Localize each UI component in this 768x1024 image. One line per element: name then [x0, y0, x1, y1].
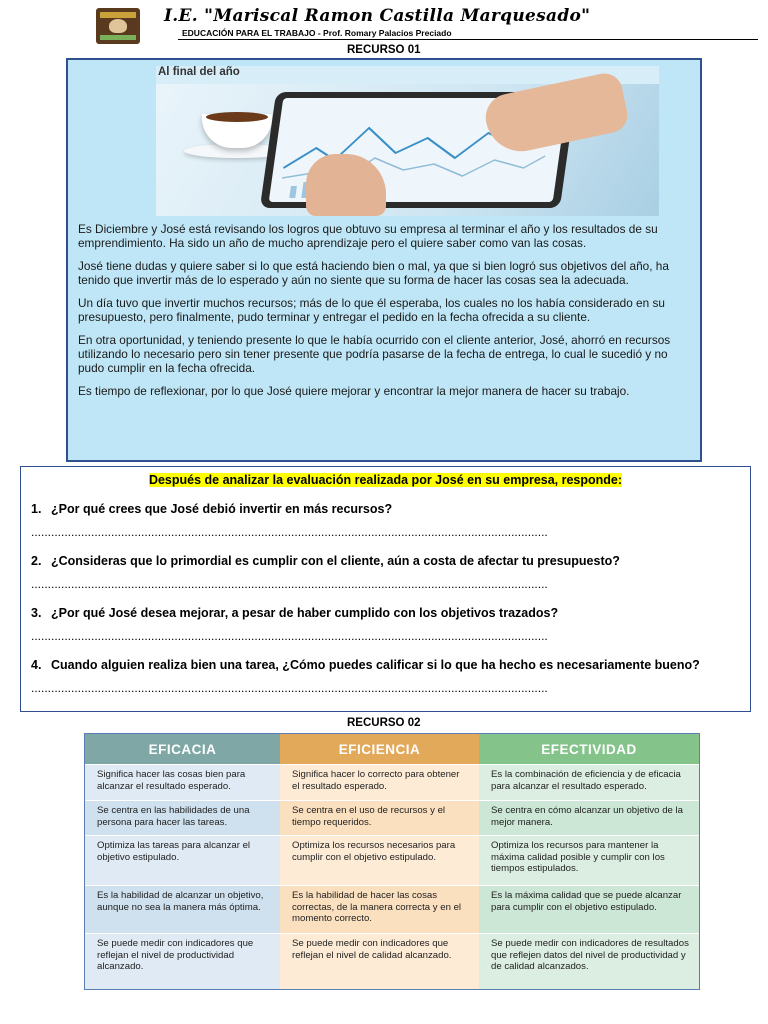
column-header-efectividad: EFECTIVIDAD	[479, 734, 699, 764]
table-cell: Es la máxima calidad que se puede alcanzar para cumplir con el objetivo estipulado.	[479, 885, 699, 933]
story-paragraph: Es Diciembre y José está revisando los logros que obtuvo su empresa al terminar el año y los resultados de su emprendimiento. Ha sido un año de mucho aprendizaje pero el quiere saber como van las cosas.	[78, 222, 658, 250]
questions-box	[20, 466, 751, 712]
table-cell: Es la combinación de eficiencia y de eficacia para alcanzar el resultado esperado.	[479, 764, 699, 800]
answer-line[interactable]: ...........................................................................................................................................................	[31, 577, 548, 591]
table-cell: Significa hacer lo correcto para obtener el resultado esperado.	[280, 764, 479, 800]
resource1-header-image	[156, 66, 659, 216]
question-item: 1. ¿Por qué crees que José debió invertir en más recursos?	[31, 502, 393, 516]
concepts-table	[84, 733, 700, 990]
story-paragraph: José tiene dudas y quiere saber si lo que está haciendo bien o mal, ya que si bien logró sus objetivos del año, ha tenido que invertir más de lo esperado y aún no siente que su forma de hacer las cosas sea la adecuada.	[78, 259, 669, 287]
story-paragraph: En otra oportunidad, y teniendo presente lo que le había ocurrido con el cliente anterior, José, ahorró en recursos utilizando lo necesario pero sin tener presente que podría pasarse de la fecha de entrega, lo cual le sucedió y no pudo cumplir en la fecha ofrecida.	[78, 333, 671, 375]
answer-line[interactable]: ...........................................................................................................................................................	[31, 629, 548, 643]
tablet-photo	[156, 84, 659, 216]
column-header-eficacia: EFICACIA	[85, 734, 280, 764]
table-cell: Se centra en el uso de recursos y el tiempo requeridos.	[280, 800, 479, 835]
answer-line[interactable]: ...........................................................................................................................................................	[31, 681, 548, 695]
question-item: 4. Cuando alguien realiza bien una tarea, ¿Cómo puedes calificar si lo que ha hecho es necesariamente bueno?	[31, 658, 700, 672]
table-cell: Es la habilidad de hacer las cosas correctas, de la manera correcta y en el momento correcto.	[280, 885, 479, 933]
table-cell: Se puede medir con indicadores que reflejan el nivel de calidad alcanzado.	[280, 933, 479, 989]
questions-heading: Después de analizar la evaluación realizada por José en su empresa, responde:	[148, 473, 623, 487]
table-cell: Optimiza los recursos necesarios para cumplir con el objetivo estipulado.	[280, 835, 479, 885]
resource1-box	[66, 58, 702, 462]
table-cell: Es la habilidad de alcanzar un objetivo, aunque no sea la manera más óptima.	[85, 885, 280, 933]
table-cell: Se puede medir con indicadores de resultados que reflejen datos del nivel de productividad y de calidad alcanzados.	[479, 933, 699, 989]
resource1-heading: Al final del año	[158, 66, 240, 78]
resource1-title: RECURSO 01	[347, 44, 421, 56]
question-item: 3. ¿Por qué José desea mejorar, a pesar de haber cumplido con los objetivos trazados?	[31, 606, 559, 620]
question-item: 2. ¿Consideras que lo primordial es cumplir con el cliente, aún a costa de afectar tu presupuesto?	[31, 554, 620, 568]
course-subtitle: EDUCACIÓN PARA EL TRABAJO - Prof. Romary Palacios Preciado	[182, 28, 452, 38]
school-logo	[96, 8, 140, 44]
resource2-title: RECURSO 02	[347, 717, 421, 729]
table-cell: Significa hacer las cosas bien para alcanzar el resultado esperado.	[85, 764, 280, 800]
story-paragraph: Un día tuvo que invertir muchos recursos; más de lo que él esperaba, los cuales no los había considerado en su presupuesto, pero finalmente, pudo terminar y entregar el pedido en la fecha ofrecida a su cliente.	[78, 296, 665, 324]
answer-line[interactable]: ...........................................................................................................................................................	[31, 525, 548, 539]
column-header-eficiencia: EFICIENCIA	[280, 734, 479, 764]
school-title: I.E. "Mariscal Ramon Castilla Marquesado"	[164, 6, 591, 26]
table-cell: Optimiza los recursos para mantener la máxima calidad posible y cumplir con los tiempos estipulados.	[479, 835, 699, 885]
table-cell: Se centra en las habilidades de una persona para hacer las tareas.	[85, 800, 280, 835]
header-divider	[178, 39, 758, 40]
table-cell: Se centra en cómo alcanzar un objetivo de la mejor manera.	[479, 800, 699, 835]
table-cell: Optimiza las tareas para alcanzar el objetivo estipulado.	[85, 835, 280, 885]
story-paragraph: Es tiempo de reflexionar, por lo que José quiere mejorar y encontrar la mejor manera de hacer su trabajo.	[78, 384, 630, 398]
resource1-panel	[68, 60, 700, 460]
document-header	[96, 8, 662, 46]
resource1-story	[78, 222, 690, 407]
table-cell: Se puede medir con indicadores que reflejan el nivel de productividad alcanzado.	[85, 933, 280, 989]
